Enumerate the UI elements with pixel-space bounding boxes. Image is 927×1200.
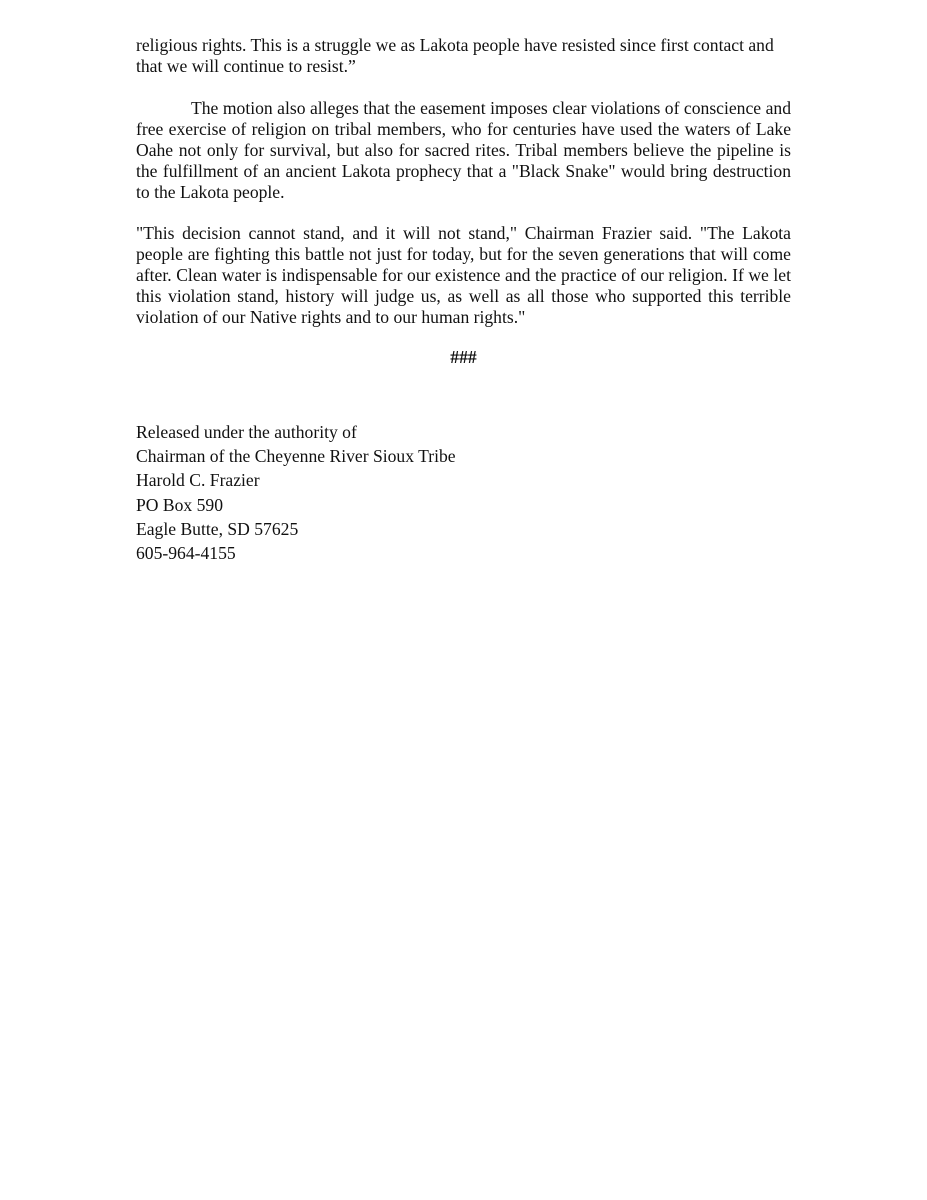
quote-paragraph: "This decision cannot stand, and it will not stand," Chairman Frazier said. "The Lakota people are fighting this battle not just for today, but for the seven generations that will come after. Clean water is indispensable for our existence and the practice of our religion. If we let this violation stand, history will judge us, as well as all those who supported this terrible violation of our Native rights and to our human rights." <box>136 223 791 327</box>
body-paragraph: religious rights. This is a struggle we as Lakota people have resisted since first contact and that we will continue to resist.” <box>136 35 774 76</box>
release-po-box-line: PO Box 590 <box>136 494 224 515</box>
release-name-line: Harold C. Frazier <box>136 470 260 491</box>
release-title-line: Chairman of the Cheyenne River Sioux Tribe <box>136 446 456 467</box>
body-paragraph: The motion also alleges that the easement imposes clear violations of conscience and free exercise of religion on tribal members, who for centuries have used the waters of Lake Oahe not only for survival, but also for sacred rites. Tribal members believe the pipeline is the fulfillment of an ancient Lakota prophecy that a "Black Snake" would bring destruction to the Lakota people. <box>136 98 791 202</box>
end-marker: ### <box>450 347 477 367</box>
release-contact-block <box>136 420 456 565</box>
release-phone-line: 605-964-4155 <box>136 543 236 564</box>
release-city-line: Eagle Butte, SD 57625 <box>136 518 299 539</box>
release-authority-line: Released under the authority of <box>136 422 357 442</box>
